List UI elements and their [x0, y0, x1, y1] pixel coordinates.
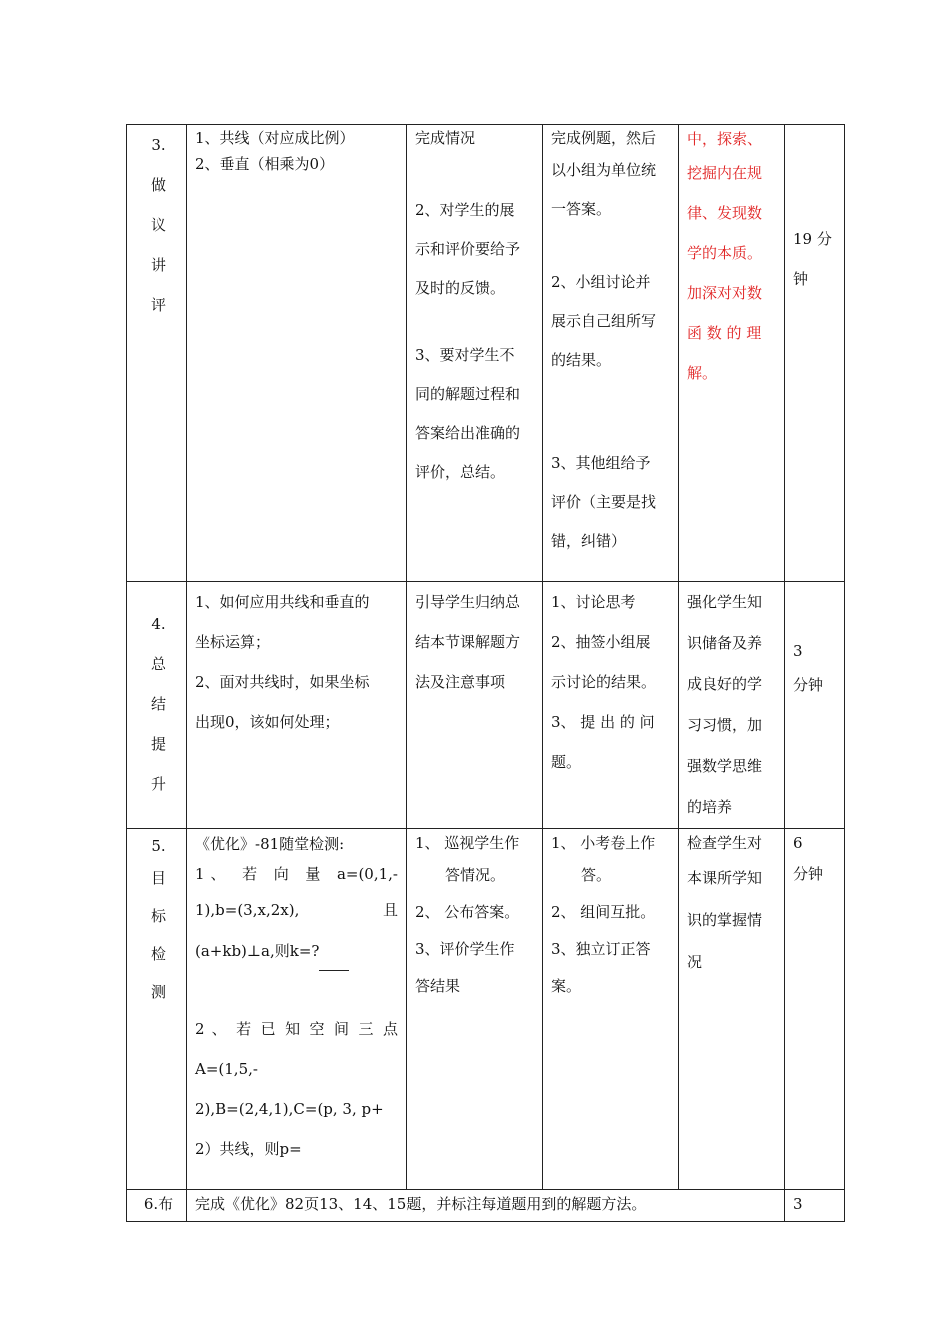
intent-text: 习习惯，加 — [687, 716, 763, 734]
teacher-text: 3、评价学生作 — [415, 940, 515, 958]
stage-cell — [127, 582, 187, 829]
stage-text: 3. — [151, 136, 166, 154]
teacher-text: 3、要对学生不 — [415, 346, 515, 364]
stage-text: 提 — [150, 735, 166, 753]
stage-text: 总 — [150, 655, 166, 673]
time-text: 分钟 — [793, 865, 824, 883]
intent-text: 律、发现数 — [687, 204, 763, 222]
teacher-cell — [407, 125, 543, 582]
intent-text: 中，探索、 — [687, 130, 763, 148]
content-text: 坐标运算； — [195, 633, 271, 651]
teacher-text: 法及注意事项 — [415, 673, 506, 691]
content-text: 2、垂直（相乘为0） — [195, 155, 335, 173]
stage-text: 结 — [150, 695, 166, 713]
content-text: A=(1,5,- — [195, 1060, 258, 1078]
student-text: 示讨论的结果。 — [551, 673, 657, 691]
student-text: 3、独立订正答 — [551, 940, 651, 958]
student-text: 完成例题，然后 — [551, 129, 657, 147]
student-text: 2、小组讨论并 — [551, 273, 651, 291]
teacher-text: 及时的反馈。 — [415, 279, 506, 297]
student-cell — [543, 125, 679, 582]
intent-text: 学的本质。 — [687, 244, 763, 262]
stage-text: 讲 — [150, 256, 166, 274]
time-cell — [785, 1190, 845, 1222]
content-text: 《优化》-81随堂检测: — [195, 835, 345, 853]
student-text: 1、 小考卷上作 — [551, 834, 656, 852]
intent-cell — [679, 582, 785, 829]
stage-text: 做 — [150, 176, 166, 194]
intent-text: 成良好的学 — [687, 675, 763, 693]
intent-text: 本课所学知 — [687, 869, 763, 887]
teacher-text: 1、 巡视学生作 — [415, 834, 520, 852]
content-text: 1、共线（对应成比例） — [195, 129, 355, 147]
stage-text: 评 — [150, 296, 166, 314]
content-text: 1、 若 向 量 a=(0,1,- — [195, 865, 398, 883]
intent-text: 函 数 的 理 — [687, 324, 762, 342]
content-cell — [187, 582, 407, 829]
intent-text: 强数学思维 — [687, 757, 763, 775]
stage-cell — [127, 1190, 187, 1222]
teacher-text: 2、 公布答案。 — [415, 903, 520, 921]
answer-blank — [319, 952, 349, 971]
content-cell — [187, 125, 407, 582]
student-text: 错，纠错） — [551, 532, 627, 550]
stage-text: 6.布 — [143, 1195, 174, 1213]
stage-text: 4. — [151, 615, 166, 633]
teacher-text: 答情况。 — [445, 866, 506, 884]
intent-text: 况 — [687, 953, 703, 971]
teacher-text: 评价，总结。 — [415, 463, 506, 481]
student-text: 2、抽签小组展 — [551, 633, 651, 651]
stage-text: 标 — [150, 907, 166, 925]
time-text: 19 分 — [793, 230, 832, 248]
content-text — [195, 931, 398, 971]
stage-text: 议 — [150, 216, 166, 234]
question-text: (a+kb)⊥a,则k=? — [195, 942, 320, 960]
intent-text: 强化学生知 — [687, 593, 763, 611]
time-text: 分钟 — [793, 676, 824, 694]
content-text: 出现0，该如何处理； — [195, 713, 340, 731]
time-cell — [785, 829, 845, 1190]
content-text: 2),B=(2,4,1),C=(p, 3, p+ — [195, 1100, 384, 1118]
stage-text: 5. — [151, 837, 166, 855]
time-text: 3 — [793, 642, 803, 660]
student-text: 以小组为单位统 — [551, 161, 657, 179]
content-text: 1),b=(3,x,2x), 且 — [195, 901, 398, 919]
intent-text: 解。 — [687, 364, 718, 382]
content-text: 2 、 若 已 知 空 间 三 点 — [195, 1020, 398, 1038]
teacher-text: 同的解题过程和 — [415, 385, 521, 403]
content-cell — [187, 829, 407, 1190]
student-text: 1、讨论思考 — [551, 593, 636, 611]
student-text: 3、其他组给予 — [551, 454, 651, 472]
intent-text: 挖掘内在规 — [687, 164, 763, 182]
content-text: 2）共线，则p= — [195, 1140, 302, 1158]
student-text: 2、 组间互批。 — [551, 903, 656, 921]
table-row — [127, 1190, 845, 1222]
table-row — [127, 829, 845, 1190]
stage-text: 检 — [150, 945, 166, 963]
time-text: 钟 — [793, 270, 809, 288]
teacher-text: 完成情况 — [415, 129, 476, 147]
student-text: 的结果。 — [551, 351, 612, 369]
content-text: 2、面对共线时，如果坐标 — [195, 673, 370, 691]
time-text: 3 — [793, 1195, 803, 1213]
student-text: 题。 — [551, 753, 582, 771]
student-text: 3、 提 出 的 问 — [551, 713, 655, 731]
intent-cell — [679, 829, 785, 1190]
teacher-text: 示和评价要给予 — [415, 240, 521, 258]
stage-text: 升 — [150, 775, 166, 793]
intent-text: 加深对对数 — [687, 284, 763, 302]
intent-text: 的培养 — [687, 798, 733, 816]
student-cell — [543, 582, 679, 829]
teacher-cell — [407, 582, 543, 829]
teacher-cell — [407, 829, 543, 1190]
teacher-text: 答结果 — [415, 977, 461, 995]
content-cell — [187, 1190, 785, 1222]
teacher-text: 答案给出准确的 — [415, 424, 521, 442]
time-cell — [785, 582, 845, 829]
student-text: 答。 — [581, 866, 612, 884]
student-text: 评价（主要是找 — [551, 493, 657, 511]
stage-text: 测 — [150, 983, 166, 1001]
student-cell — [543, 829, 679, 1190]
intent-text: 检查学生对 — [687, 834, 763, 852]
student-text: 一答案。 — [551, 200, 612, 218]
teacher-text: 结本节课解题方 — [415, 633, 521, 651]
content-text: 1、如何应用共线和垂直的 — [195, 593, 370, 611]
student-text: 案。 — [551, 977, 582, 995]
stage-cell — [127, 125, 187, 582]
lesson-plan-table — [126, 124, 845, 1222]
intent-text: 识的掌握情 — [687, 911, 763, 929]
time-text: 6 — [793, 834, 803, 852]
stage-text: 目 — [150, 869, 166, 887]
time-cell — [785, 125, 845, 582]
table-row — [127, 582, 845, 829]
teacher-text: 2、对学生的展 — [415, 201, 515, 219]
intent-text: 识储备及养 — [687, 634, 763, 652]
table-row — [127, 125, 845, 582]
student-text: 展示自己组所写 — [551, 312, 657, 330]
stage-cell — [127, 829, 187, 1190]
intent-cell — [679, 125, 785, 582]
content-text: 完成《优化》82页13、14、15题，并标注每道题用到的解题方法。 — [195, 1195, 647, 1213]
teacher-text: 引导学生归纳总 — [415, 593, 521, 611]
